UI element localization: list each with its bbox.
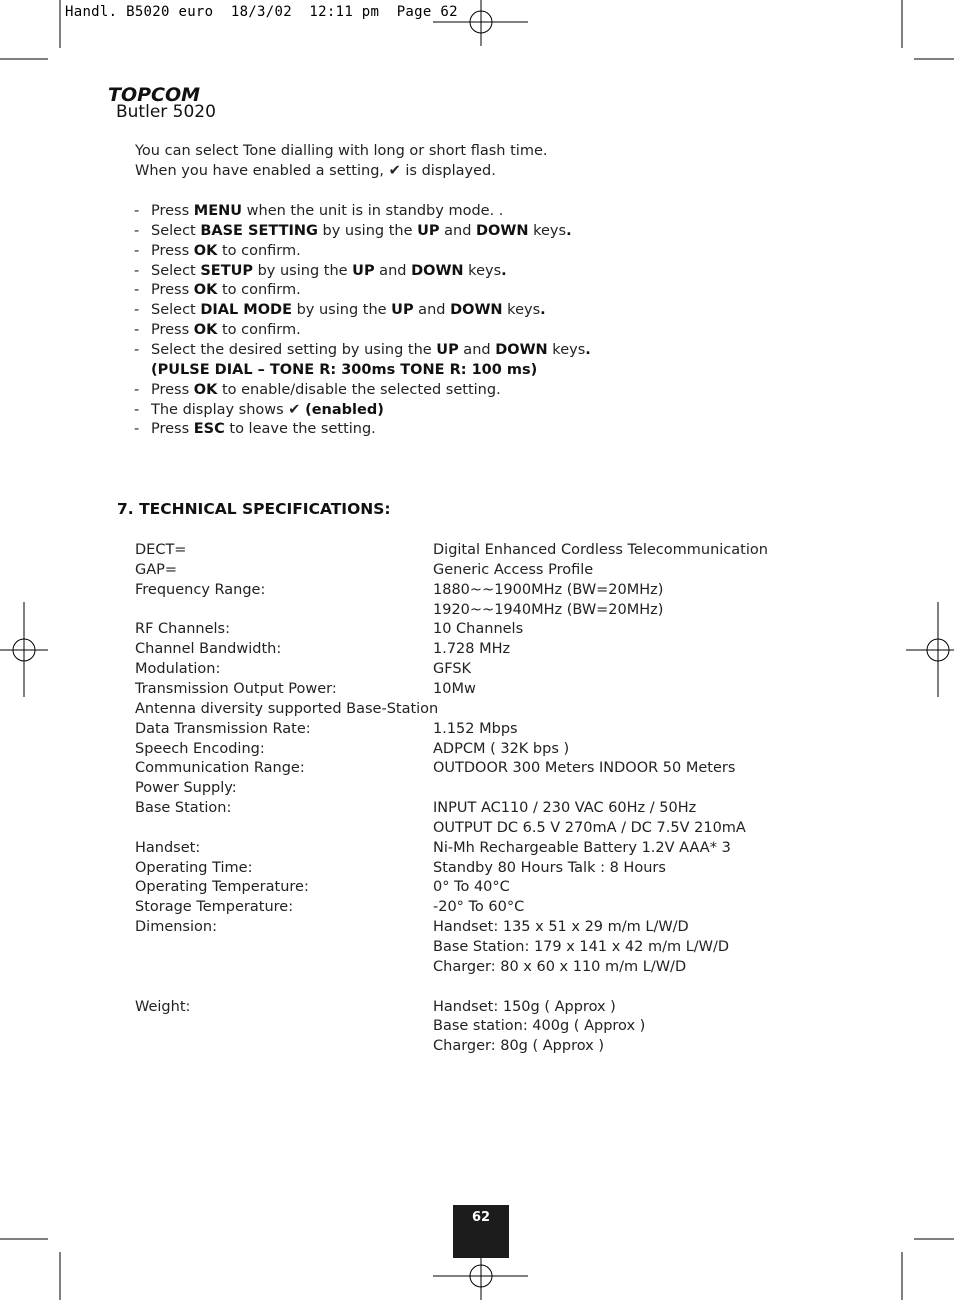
spec-label: Communication Range: (135, 760, 305, 777)
step-keyword: . (501, 262, 507, 279)
page-number-box (453, 1205, 509, 1258)
step-keyword: (PULSE DIAL – TONE R: 300ms TONE R: 100 ms) (151, 361, 538, 378)
spec-value: 1880~~1900MHz (BW=20MHz) (433, 581, 664, 598)
step-fragment: The display shows ✔ (151, 401, 306, 418)
step-fragment: by using the (291, 302, 392, 319)
step-keyword: SETUP (200, 262, 253, 279)
step-fragment: to leave the setting. (224, 421, 376, 438)
spec-value: 1.728 MHz (433, 641, 511, 658)
step-fragment: Press (151, 381, 194, 398)
section-heading: 7. TECHNICAL SPECIFICATIONS: (117, 500, 391, 518)
spec-label: Handset: (135, 839, 201, 856)
spec-label: RF Channels: (135, 621, 230, 638)
step-keyword: ESC (193, 421, 225, 438)
spec-value: INPUT AC110 / 230 VAC 60Hz / 50Hz (433, 800, 697, 817)
step-text (151, 222, 572, 241)
svg-text:TOPCOM: TOPCOM (108, 84, 201, 104)
step-fragment: and (439, 222, 477, 239)
step-fragment: to confirm. (217, 242, 301, 259)
spec-value: Base station: 400g ( Approx ) (433, 1018, 646, 1035)
step-bullet: - (134, 262, 140, 279)
step-bullet: - (134, 282, 140, 299)
spec-label: GAP= (135, 561, 178, 578)
spec-value: Generic Access Profile (433, 561, 594, 578)
step-keyword: DOWN (411, 262, 464, 279)
spec-label: Data Transmission Rate: (135, 720, 311, 737)
step-keyword: OK (193, 242, 218, 259)
step-keyword: DOWN (495, 341, 548, 358)
step-keyword: DOWN (450, 302, 503, 319)
step-fragment: to enable/disable the selected setting. (217, 381, 501, 398)
step-keyword: . (566, 222, 572, 239)
step-bullet: - (134, 381, 140, 398)
step-keyword: OK (193, 282, 218, 299)
spec-label: Storage Temperature: (135, 899, 294, 916)
step-keyword: OK (193, 322, 218, 339)
intro-line: When you have enabled a setting, ✔ is displayed. (135, 163, 496, 179)
product-name: Butler 5020 (116, 102, 216, 122)
step-text (151, 341, 591, 360)
step-bullet: - (134, 222, 140, 239)
spec-label: Channel Bandwidth: (135, 641, 282, 658)
step-fragment: Press (151, 203, 194, 219)
step-fragment: to confirm. (217, 322, 301, 339)
spec-label: Transmission Output Power: (135, 680, 337, 697)
step-text (151, 401, 384, 420)
step-keyword: . (540, 302, 546, 319)
page-number: 62 (471, 1210, 491, 1225)
spec-value: 1920~~1940MHz (BW=20MHz) (433, 601, 664, 618)
step-keyword: DOWN (476, 222, 529, 239)
spec-value: GFSK (433, 661, 472, 678)
step-text (151, 301, 546, 320)
step-keyword: UP (391, 302, 414, 319)
step-fragment: Select (151, 222, 201, 239)
spec-value: -20° To 60°C (433, 899, 525, 916)
step-text (151, 202, 503, 221)
spec-label: Antenna diversity supported Base-Station (135, 700, 439, 717)
step-fragment: and (458, 341, 496, 358)
spec-label: Dimension: (135, 919, 217, 936)
step-keyword: DIAL MODE (200, 302, 292, 319)
spec-value: 10Mw (433, 680, 476, 697)
spec-label: Modulation: (135, 661, 221, 678)
step-fragment: Select the desired setting by using the (151, 341, 437, 358)
step-fragment: Press (151, 322, 194, 339)
step-text (151, 361, 537, 380)
step-bullet: - (134, 203, 140, 219)
spec-value: Handset: 150g ( Approx ) (433, 998, 616, 1015)
step-fragment: when the unit is in standby mode. . (242, 203, 504, 219)
step-fragment: keys (528, 222, 567, 239)
step-bullet: - (134, 322, 140, 339)
step-keyword: UP (436, 341, 459, 358)
step-fragment: and (374, 262, 412, 279)
spec-value: Digital Enhanced Cordless Telecommunication (433, 542, 768, 558)
spec-value: Charger: 80g ( Approx ) (433, 1038, 605, 1055)
step-text (151, 242, 301, 261)
step-fragment: by using the (317, 222, 418, 239)
spec-label: Weight: (135, 998, 191, 1015)
spec-value: Ni-Mh Rechargeable Battery 1.2V AAA* 3 (433, 839, 731, 856)
step-text (151, 381, 501, 400)
spec-label: Frequency Range: (135, 581, 266, 598)
step-bullet: - (134, 242, 140, 259)
step-text (151, 281, 301, 300)
step-fragment: Select (151, 302, 201, 319)
step-keyword: . (585, 341, 591, 358)
step-keyword: BASE SETTING (200, 222, 318, 239)
spec-label: Operating Temperature: (135, 879, 309, 896)
step-text (151, 321, 301, 340)
step-fragment: Press (151, 282, 194, 299)
step-fragment: keys (547, 341, 586, 358)
step-text (151, 262, 507, 281)
step-bullet: - (134, 341, 140, 358)
spec-value: 1.152 Mbps (433, 720, 518, 737)
step-fragment: keys (463, 262, 502, 279)
step-fragment: Select (151, 262, 201, 279)
spec-value: Charger: 80 x 60 x 110 m/m L/W/D (433, 958, 687, 975)
spec-value: Handset: 135 x 51 x 29 m/m L/W/D (433, 919, 689, 936)
print-slug: Handl. B5020 euro 18/3/02 12:11 pm Page 62 (65, 4, 458, 20)
step-keyword: (enabled) (305, 401, 384, 418)
step-fragment: by using the (252, 262, 353, 279)
step-bullet: - (134, 421, 140, 438)
step-fragment: and (413, 302, 451, 319)
step-fragment: to confirm. (217, 282, 301, 299)
step-bullet: - (134, 401, 140, 418)
step-keyword: UP (417, 222, 440, 239)
spec-value: OUTPUT DC 6.5 V 270mA / DC 7.5V 210mA (433, 819, 746, 836)
topcom-logo (108, 84, 210, 104)
step-fragment: Press (151, 421, 194, 438)
spec-label: Power Supply: (135, 780, 237, 797)
step-fragment: keys (502, 302, 541, 319)
spec-label: Speech Encoding: (135, 740, 265, 757)
step-text (151, 420, 376, 439)
step-bullet: - (134, 302, 140, 319)
spec-value: Base Station: 179 x 141 x 42 m/m L/W/D (433, 939, 730, 955)
step-keyword: UP (352, 262, 375, 279)
spec-value: 10 Channels (433, 621, 524, 638)
spec-value: ADPCM ( 32K bps ) (433, 740, 570, 757)
spec-value: Standby 80 Hours Talk : 8 Hours (433, 859, 666, 876)
step-fragment: Press (151, 242, 194, 259)
step-keyword: MENU (193, 203, 243, 219)
spec-value: OUTDOOR 300 Meters INDOOR 50 Meters (433, 760, 736, 777)
spec-label: Operating Time: (135, 859, 253, 876)
spec-label: Base Station: (135, 800, 232, 817)
spec-label: DECT= (135, 542, 187, 558)
spec-value: 0° To 40°C (433, 879, 510, 896)
intro-line: You can select Tone dialling with long or short flash time. (135, 143, 548, 159)
step-keyword: OK (193, 381, 218, 398)
